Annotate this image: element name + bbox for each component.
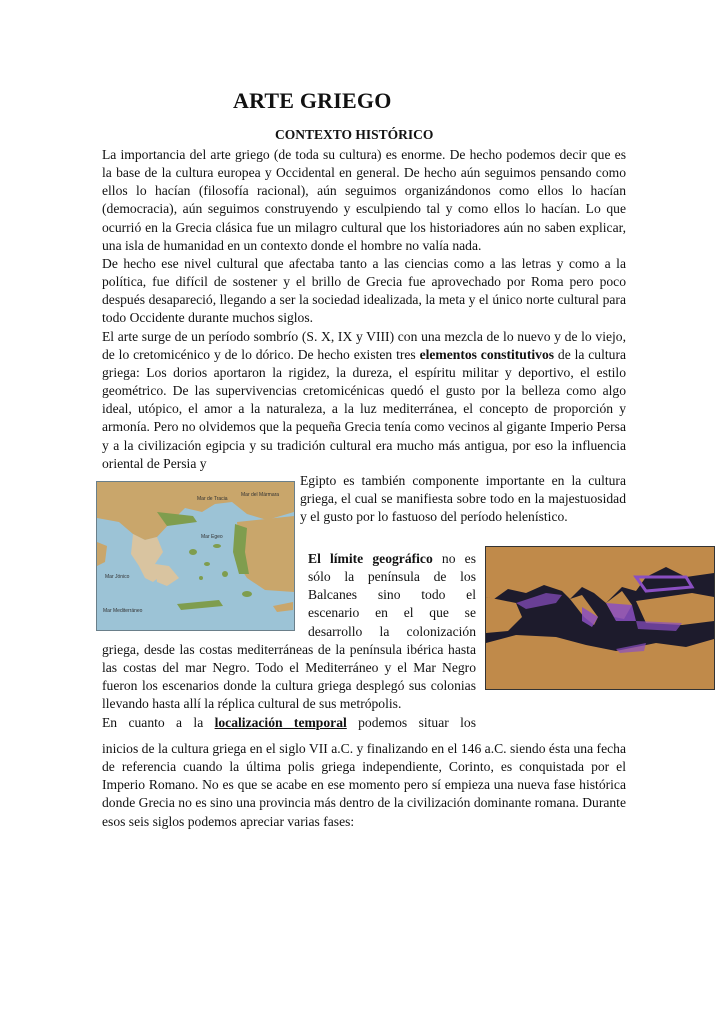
greece-map-image <box>96 481 295 631</box>
map-label-mar-jonico: Mar Jónico <box>105 574 130 580</box>
bold-elementos-constitutivos: elementos constitutivos <box>419 346 555 362</box>
map-label-mar-de-tracia: Mar de Tracia <box>197 496 228 502</box>
text-beside-med-map <box>102 641 476 732</box>
intro-text-block <box>102 146 626 473</box>
paragraph-3: El arte surge de un período sombrío (S. X, IX y VIII) con una mezcla de lo nuevo y de lo viejo, de lo cretomicénico y de lo dórico. De hecho existen tres elementos constitutivos de la cultura griega: Los dorios aportaron la rigidez, la dureza, el espíritu militar y deportivo, el estilo geométrico. De las supervivencias cretomicénicas quedó el gusto por la belleza como algo ideal, utópico, el amor a la naturaleza, a la luz mediterránea, el concepto de proporción y armonía. Pero no olvidemos que la pequeña Grecia tenía como vecinos al gigante Imperio Persa y a la civilización egipcia y su tradición cultural era mucho más antigua, por eso la influencia oriental de Persia y <box>102 328 627 471</box>
closing-text-block <box>102 740 626 831</box>
paragraph-1: La importancia del arte griego (de toda su cultura) es enorme. De hecho podemos decir que es la base de la cultura europea y Occidental en general. De hecho aún seguimos pensando como ellos lo hacían (filosofía racional), aún seguimos organizándonos como ellos lo hacían (democracia), aún seguimos construyendo y esculpiendo tal y como ellos lo hacían. Lo que ocurrió en la Grecia clásica fue un milagro cultural que los historiadores aún no saben explicar, una isla de humanidad en un contexto donde el hombre no valía nada. <box>102 147 626 253</box>
text-beside-greece-map <box>300 472 626 526</box>
mediterranean-map-image <box>485 546 715 690</box>
map-label-mar-egeo: Mar Egeo <box>201 534 223 540</box>
document-title: ARTE GRIEGO <box>233 88 392 113</box>
paragraph-4-end: griega, desde las costas mediterráneas de la península ibérica hasta las costas del mar Negro. Todo el Mediterráneo y el Mar Negro fueron los escenarios donde la cultura griega desplegó sus colonias llevando hasta allí la réplica cultural de sus metrópolis. <box>102 642 476 712</box>
paragraph-2: De hecho ese nivel cultural que afectaba tanto a las ciencias como a las letras y como a la política, fue difícil de sostener y el brillo de Grecia fue aprovechado por Roma pero poco después desapareció, llegando a ser la sociedad idealizada, la meta y el único norte cultural para todo Occidente durante muchos siglos. <box>102 255 626 326</box>
map-label-mar-mediterraneo: Mar Mediterráneo <box>103 608 143 614</box>
map-label-mar-del-marmara: Mar del Mármara <box>241 492 280 498</box>
section-subtitle: CONTEXTO HISTÓRICO <box>275 127 434 142</box>
paragraph-5-end: inicios de la cultura griega en el siglo VII a.C. y finalizando en el 146 a.C. siendo ésta una fecha de referencia cuando la última polis griega independiente, Corinto, es conquistada por el Imperio Romano. No es que se acabe en ese momento pero sí empieza una nueva fase histórica donde Grecia no es sino una provincia más dentro de la civilización dominante romana. Durante esos seis siglos podemos apreciar varias fases: <box>102 741 626 829</box>
bold-localizacion-temporal: localización temporal <box>214 714 347 730</box>
text-limite-geografico <box>308 550 476 641</box>
paragraph-5-start: En cuanto a la localización temporal podemos situar los <box>102 714 476 730</box>
bold-limite-geografico: El límite geográfico <box>308 551 433 566</box>
paragraph-4-start: El límite geográfico no es sólo la península de los Balcanes sino todo el escenario en el que se desarrollo la colonización <box>308 551 476 639</box>
paragraph-3-continuation: Egipto es también componente importante en la cultura griega, el cual se manifiesta sobre todo en la majestuosidad y el gusto por lo fastuoso del período helenístico. <box>300 473 626 525</box>
